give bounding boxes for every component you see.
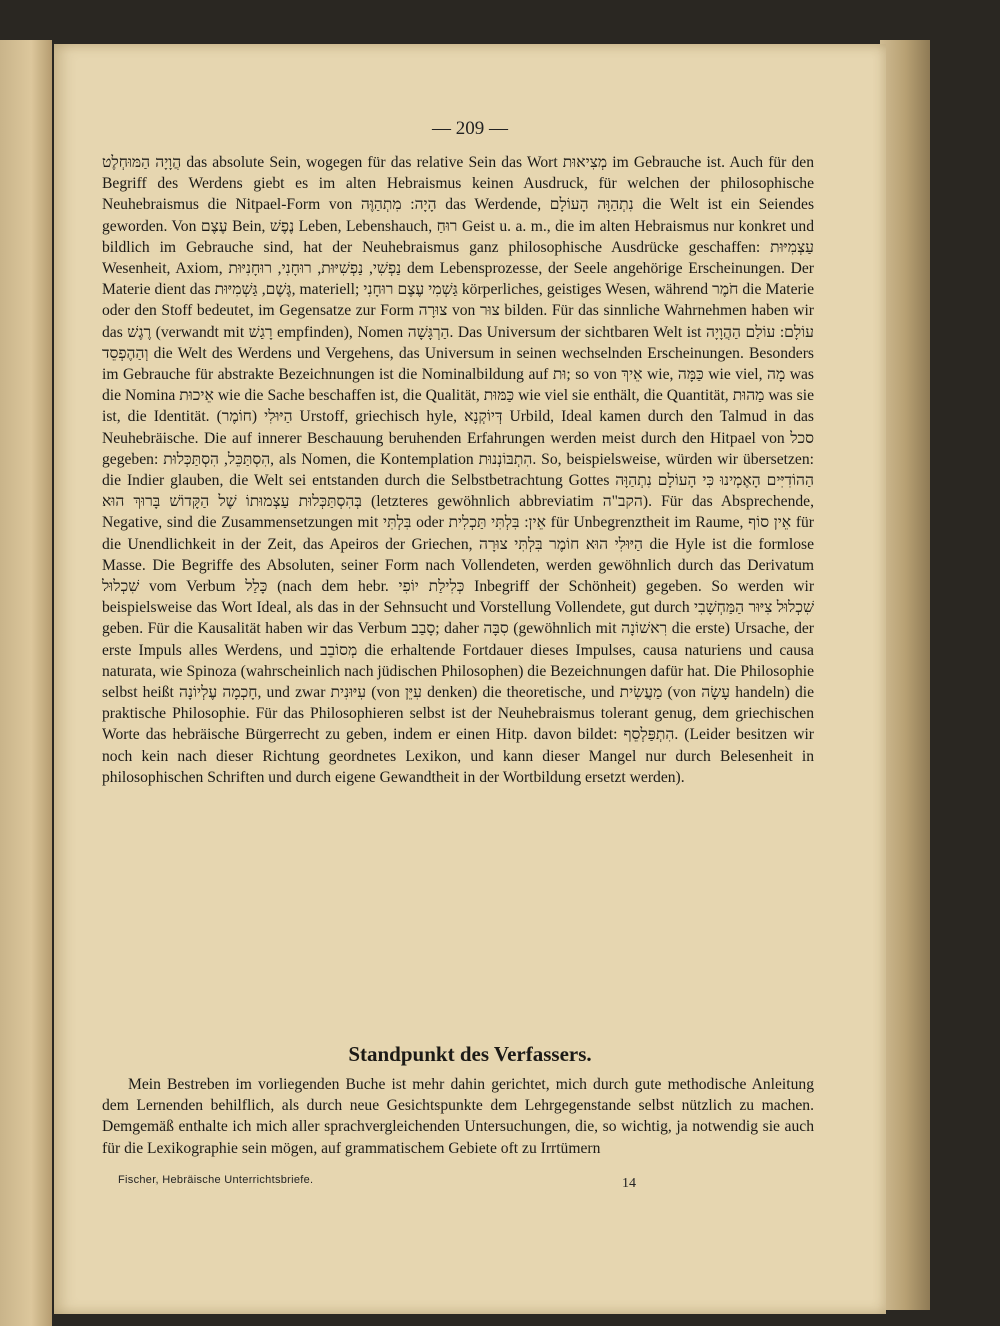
body-paragraph-text: הֲוָיָה הַמּוּחְלֶט das absolute Sein, wogegen für das relative Sein das Wort מְצִיאוּת im Gebrauche ist. Auch für den Begriff des Werdens giebt es im alten Hebraismus keinen Ausdruck, für welchen der philosophische Neuhebraismus die Nitpael-Form von הָיָה: מִתְהַוֶּה das Werdende, נִתְהַוָּה הָעוֹלָם die Welt ist ein Seiendes geworden. Von עֶצֶם Bein, נֶפֶשׁ Leben, Lebenshauch, רוּחַ Geist u. a. m., die im alten Hebraismus nur konkret und bildlich im Gebrauche sind, hat der Neuhebraismus ganz philosophische Ausdrücke geschaffen: עַצְמִיּוּת Wesenheit, Axiom, נַפְשִׁי, נַפְשִׁיּוּת, רוּחָנִי, רוּחָנִיּוּת dem Lebensprozesse, der Seele angehörige Erscheinungen. Der Materie dient das גֶּשֶׁם, גַּשְׁמִיּוּת, materiell; גַּשְׁמִי עֶצֶם רוּחָנִי körperliches, geistiges Wesen, während חֹמֶר die Materie oder den Stoff bedeutet, im Gegensatze zur Form צוּרָה von צוּר bilden. Für das sinnliche Wahrnehmen haben wir das רֶגֶשׁ (verwandt mit רָגַשׁ empfinden), Nomen הַרְגָּשָׁה. Das Universum der sichtbaren Welt ist עוֹלָם: עוֹלַם הַהֲוָיָה וְהַהֶפְסֵד die Welt des Werdens und Vergehens, das Universum in seinen wechselnden Erscheinungen. Besonders im Gebrauche für abstrakte Bezeichnungen ist die Nominalbildung auf וּת; so von אֵיךְ wie, כַּמָּה wie viel, מָה was die Nomina אֵיכוּת wie die Sache beschaffen ist, die Qualität, כַּמּוּת wie viel sie enthält, die Quantität, מַהוּת was sie ist, die Identität. הַיּוּלִי (חוֹמֶר) Urstoff, griechisch hyle, דְּיוֹקְנָא Urbild, Ideal kamen durch den Talmud in das Neuhebräische. Die auf innerer Beschauung beruhenden Erfahrungen werden meist durch den Hitpael von סכל gegeben: הִסְתַּכֵּל, הִסְתַּכְּלוּת, als Nomen, die Kontemplation הִתְבּוֹנְנוּת. So, beispielsweise, würden wir übersetzen: die Indier glauben, die Welt sei entstanden durch die Selbstbetrachtung Gottes הַהוֹדִיִּים הָאֶמְינוּ כִּי הָעוֹלָם נִתְהַוָּה בְּהִסְתַּכְּלוּת עַצְמוּתוֹ שֶׁל הַקָּדוֹשׁ בָּרוּךְ הוּא (letzteres gewöhnlich abbreviatim הקב"ה). Für das Absprechende, Negative, sind die Zusammensetzungen mit בִּלְתִּי oder אֵין: בִּלְתִּי תַּכְלִית für Unbegrenztheit im Raume, אֵין סוֹף für die Unendlichkeit in der Zeit, das Apeiros der Griechen, הַיּוּלִי הוּא חוֹמֶר בִּלְתִּי צוּרָה die Hyle ist die formlose Masse. Die Begriffe des Absoluten, seiner Form nach Vollendeten, werden gewöhnlich durch das Derivatum שִׁכְלוּל vom Verbum כָּלַל (nach dem hebr. כְּלִילַת יוֹפִי Inbegriff der Schönheit) gegeben. So werden wir beispielsweise das Wort Ideal, als das in der Sehnsucht und Vorstellung Vollendete, gut durch שִׁכְלוּל צִיּוּר הַמַּחְשָׁבִי geben. Für die Kausalität haben wir das Verbum סָבַב; daher סִבָּה (gewöhnlich mit רִאשׁוֹנָה die erste) Ursache, der erste Impuls alles Werdens, und מְסוֹבֵב die erhaltende Fortdauer dieses Impulses, causa naturiens und causa naturata, wie Spinoza (wahrscheinlich nach jüdischen Philosophen) die Bezeichnungen dafür hat. Die Philosophie selbst heißt חָכְמָה עֶלְיוֹנָה, und zwar עִיּוּנִית (von עִיֵּן denken) die theoretische, und מַעֲשִׂית (von עָשָׂה handeln) die praktische Philosophie. Für das Philosophieren selbst ist der Neuhebraismus tolerant genug, dem griechischen Worte das hebräische Bürgerrecht zu geben, indem er einen Hitp. davon bildet: הִתְפַּלְסֵף. (Leider besitzen wir noch kein nach dieser Richtung geordnetes Lexikon, und kann dieser Mangel nur durch Belesenheit in philosophischen Schriften und durch eigene Gewandtheit in der Wortbildung ersetzt werden). bbox=[102, 154, 815, 786]
section-heading: Standpunkt des Verfassers. bbox=[348, 1042, 592, 1066]
page-number: — 209 — bbox=[432, 118, 508, 139]
book-page bbox=[54, 44, 886, 1314]
footer-signature: Fischer, Hebräische Unterrichtsbriefe. bbox=[118, 1174, 314, 1186]
page-stack-edge bbox=[880, 40, 930, 1310]
facing-page-edge bbox=[0, 40, 52, 1326]
body-paragraph bbox=[102, 152, 814, 788]
section-paragraph: Mein Bestreben im vorliegenden Buche ist mehr dahin gerichtet, mich durch gute methodische Anleitung dem Lernenden behilflich, als durch neue Gesichtspunkte dem Lehrgegenstande selbst nützlich zu machen. Demgemäß enthalte ich mich aller sprachvergleichenden Untersuchungen, die, so wichtig, ja notwendig sie auch für die Lexikographie sein mögen, auf grammatischem Gebiete oft zu Irrtümern bbox=[102, 1076, 814, 1157]
signature-mark: 14 bbox=[622, 1176, 636, 1191]
